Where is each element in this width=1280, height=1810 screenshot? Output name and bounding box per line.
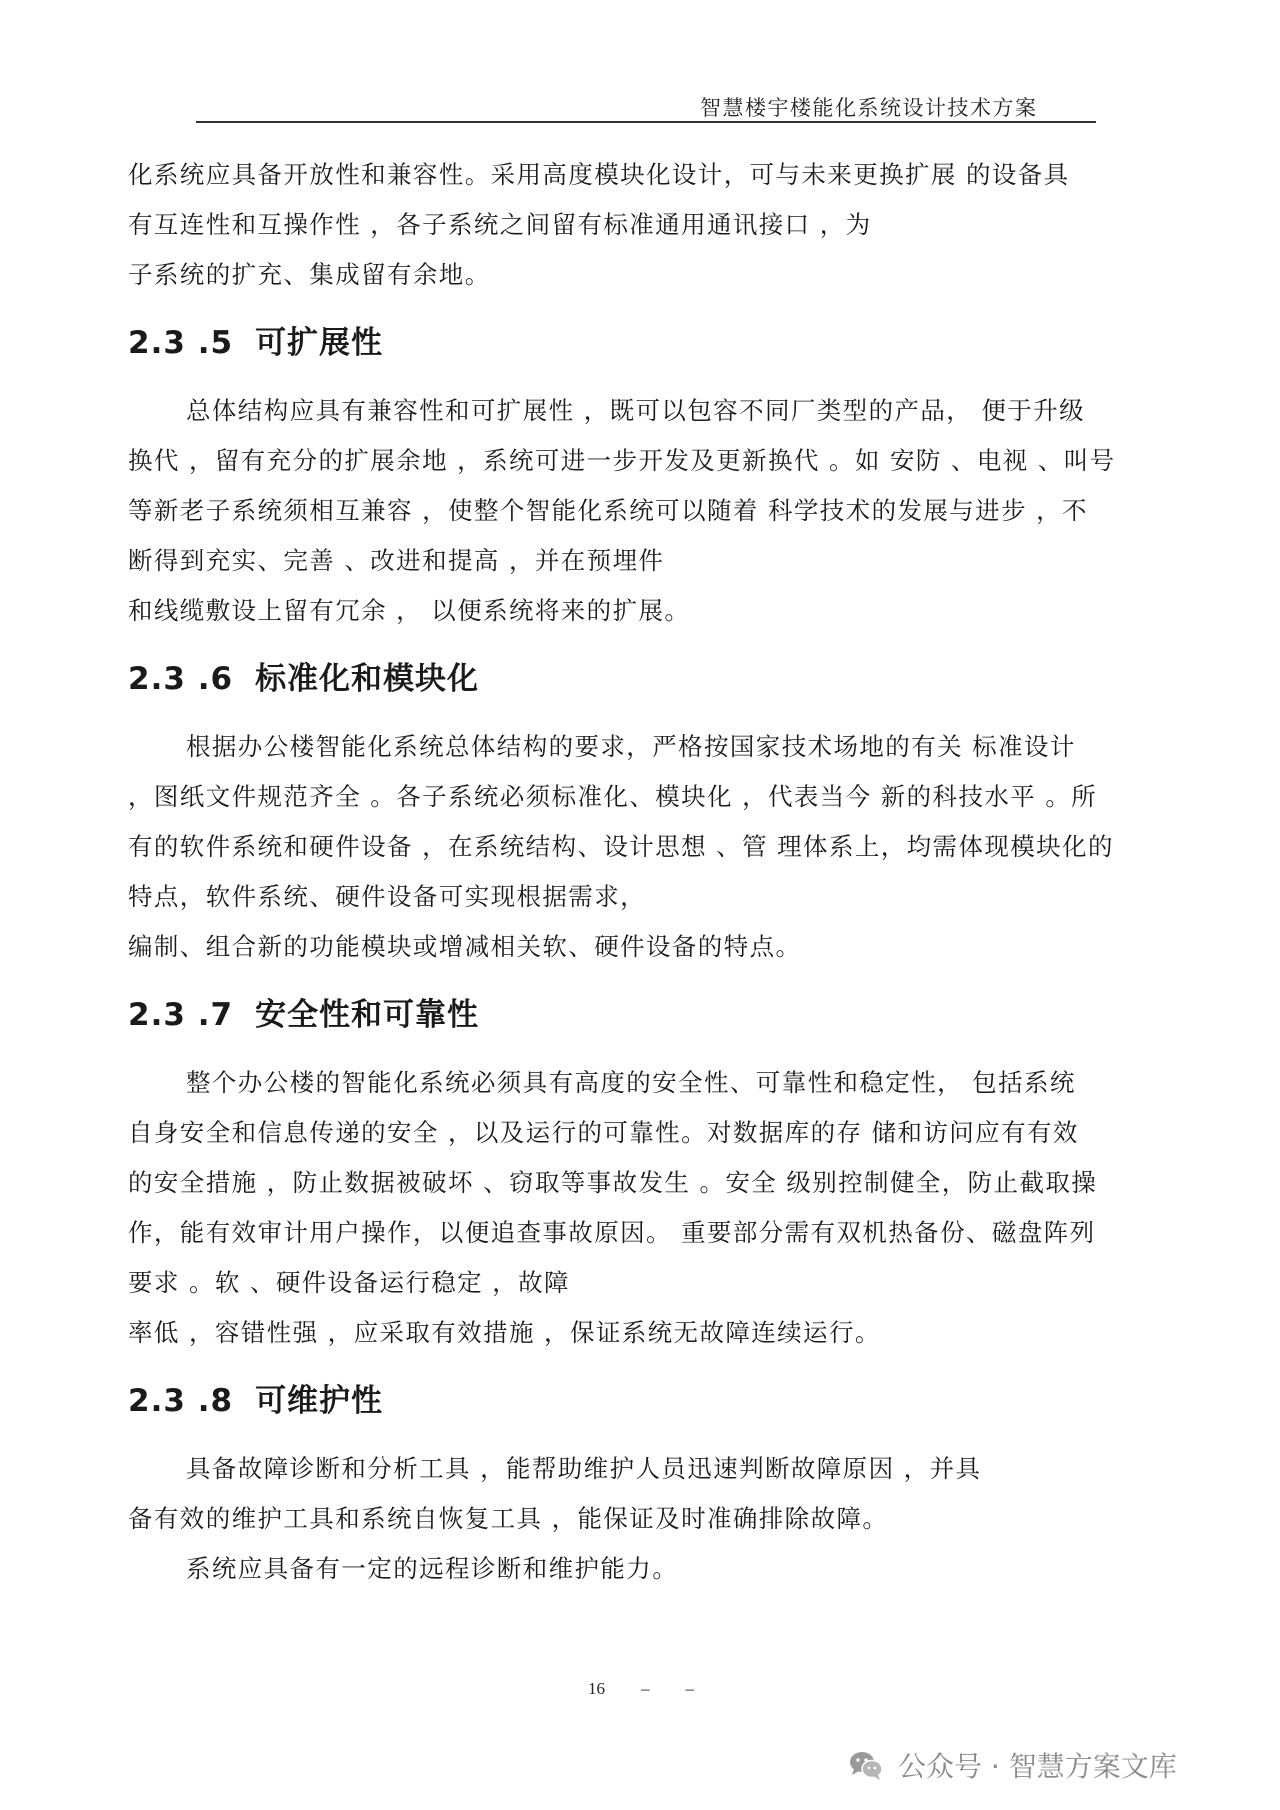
section-heading	[128, 654, 1168, 704]
body-paragraph	[128, 1058, 1168, 1358]
watermark-text: 公众号 · 智慧方案文库	[898, 1750, 1177, 1783]
text-line: 作，能有效审计用户操作，以便追查事故原因。 重要部分需有双机热备份、磁盘阵列	[128, 1218, 1096, 1247]
section-heading	[128, 1376, 1168, 1426]
text-line: 自身安全和信息传递的安全 ，以及运行的可靠性。对数据库的存 储和访问应有有效	[128, 1118, 1079, 1147]
page-footer	[588, 1679, 694, 1699]
section-title: 可维护性	[255, 1383, 384, 1419]
text-line: 化系统应具备开放性和兼容性。采用高度模块化设计，可与未来更换扩展 的设备具	[128, 160, 1070, 189]
page-number: 16	[588, 1679, 605, 1698]
text-line: 率低 ，容错性强 ，应采取有效措施 ，保证系统无故障连续运行。	[128, 1318, 881, 1347]
section-number: 2.3 .5	[128, 325, 234, 361]
text-line: 的安全措施 ，防止数据被破坏 、窃取等事故发生 。安全 级别控制健全，防止截取操	[128, 1168, 1098, 1197]
body-paragraph	[128, 1444, 1168, 1544]
page-body	[128, 150, 1168, 1594]
wechat-icon	[848, 1749, 884, 1781]
text-line: 换代 ，留有充分的扩展余地 ，系统可进一步开发及更新换代 。如 安防 、电视 、叫号	[128, 446, 1116, 475]
section-number: 2.3 .7	[128, 997, 234, 1033]
body-paragraph	[128, 722, 1168, 972]
section-title: 可扩展性	[255, 325, 384, 361]
intro-paragraph	[128, 150, 1168, 300]
section-number: 2.3 .8	[128, 1383, 234, 1419]
text-line: 备有效的维护工具和系统自恢复工具 ，能保证及时准确排除故障。	[128, 1504, 889, 1533]
text-line: 要求 。软 、硬件设备运行稳定 ，故障	[128, 1268, 570, 1297]
footer-dash: –	[641, 1679, 650, 1698]
section-heading	[128, 318, 1168, 368]
body-paragraph	[128, 1544, 1168, 1594]
text-line: 总体结构应具有兼容性和可扩展性 ，既可以包容不同厂类型的产品， 便于升级	[186, 396, 1085, 425]
text-line: 有互连性和互操作性 ，各子系统之间留有标准通用通讯接口 ，为	[128, 210, 872, 239]
footer-dash: –	[685, 1679, 694, 1698]
watermark	[848, 1743, 1177, 1787]
header-rule	[196, 121, 1096, 123]
text-line: ，图纸文件规范齐全 。各子系统必须标准化、模块化 ，代表当今 新的科技水平 。所	[128, 782, 1098, 811]
text-line: 整个办公楼的智能化系统必须具有高度的安全性、可靠性和稳定性， 包括系统	[186, 1068, 1076, 1097]
section-title: 安全性和可靠性	[255, 997, 480, 1033]
running-header-title: 智慧楼宇楼能化系统设计技术方案	[700, 96, 1038, 120]
text-line: 编制、组合新的功能模块或增减相关软、硬件设备的特点。	[128, 932, 802, 961]
text-line: 断得到充实、完善 、改进和提高 ，并在预埋件	[128, 546, 665, 575]
section-heading	[128, 990, 1168, 1040]
text-line: 子系统的扩充、集成留有余地。	[128, 260, 491, 289]
text-line: 等新老子系统须相互兼容 ，使整个智能化系统可以随着 科学技术的发展与进步 ，不	[128, 496, 1088, 525]
text-line: 根据办公楼智能化系统总体结构的要求，严格按国家技术场地的有关 标准设计	[186, 732, 1076, 761]
text-line: 系统应具备有一定的远程诊断和维护能力。	[186, 1554, 679, 1583]
text-line: 特点，软件系统、硬件设备可实现根据需求，	[128, 882, 646, 911]
section-number: 2.3 .6	[128, 661, 234, 697]
section-title: 标准化和模块化	[255, 661, 480, 697]
text-line: 和线缆敷设上留有冗余 ， 以便系统将来的扩展。	[128, 596, 691, 625]
text-line: 具备故障诊断和分析工具 ，能帮助维护人员迅速判断故障原因 ，并具	[186, 1454, 982, 1483]
body-paragraph	[128, 386, 1168, 636]
text-line: 有的软件系统和硬件设备 ，在系统结构、设计思想 、管 理体系上，均需体现模块化的	[128, 832, 1114, 861]
